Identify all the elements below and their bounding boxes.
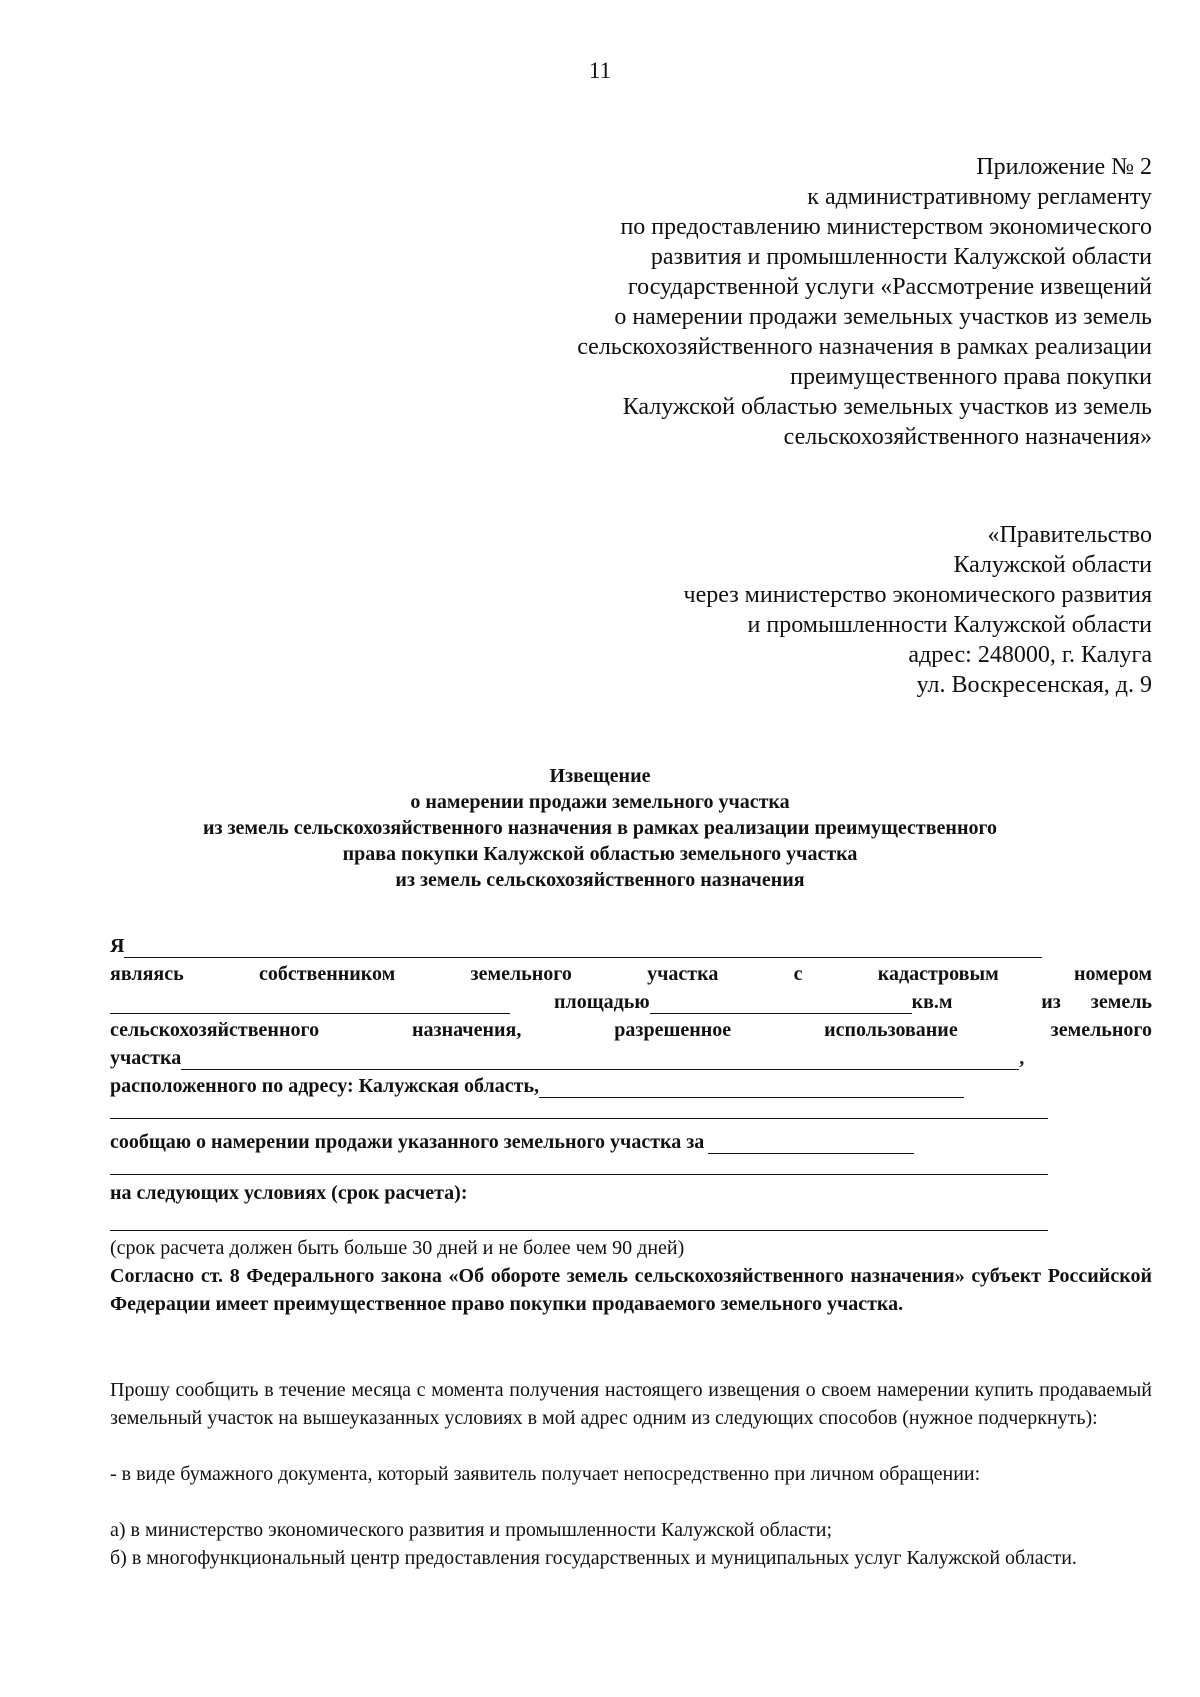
- sale-price-row: [110, 1126, 1152, 1154]
- applicant-name-row: [110, 930, 1152, 958]
- purpose-word: разрешенное: [614, 1019, 732, 1041]
- annex-line: Приложение № 2: [976, 154, 1152, 180]
- owner-row: [110, 958, 1152, 986]
- law-notice: Согласно ст. 8 Федерального закона «Об обороте земель сельскохозяйственного назначения» субъект Российской Федерации имеет преимущественное право покупки продаваемого земельного участка.: [110, 1265, 1152, 1315]
- term-note: (срок расчета должен быть больше 30 дней и не более чем 90 дней): [110, 1237, 685, 1259]
- addressee-line: и промышленности Калужской области: [747, 612, 1152, 638]
- addressee-line: «Правительство: [987, 522, 1152, 548]
- applicant-label: Я: [110, 935, 125, 957]
- option-mfc: б) в многофункциональный центр предоставления государственных и муниципальных услуг Калужской области.: [110, 1547, 1077, 1569]
- addressee-block: [392, 520, 1152, 700]
- addressee-line: ул. Воскресенская, д. 9: [916, 672, 1152, 698]
- addressee-line: через министерство экономического развития: [683, 582, 1152, 608]
- annex-header: [392, 152, 1152, 452]
- owner-word: земельного: [470, 963, 572, 985]
- owner-word: участка: [647, 963, 719, 985]
- owner-word: собственником: [258, 963, 396, 985]
- applicant-name-field[interactable]: [124, 937, 1042, 958]
- request-paragraph: Прошу сообщить в течение месяца с момента получения настоящего извещения о своем намерении купить продаваемый земельный участок на вышеуказанных условиях в мой адрес одним из следующих способов (нужное подчеркнуть):: [110, 1379, 1152, 1429]
- price-field[interactable]: [708, 1133, 914, 1154]
- owner-word: кадастровым: [877, 963, 999, 985]
- plot-label: участка: [110, 1047, 182, 1069]
- owner-word: номером: [1073, 963, 1152, 985]
- area-unit: кв.м: [911, 991, 953, 1013]
- annex-line: государственной услуги «Рассмотрение извещений: [627, 274, 1152, 300]
- area-field[interactable]: [650, 993, 912, 1014]
- option-paper-document: - в виде бумажного документа, который заявитель получает непосредственно при личном обращении:: [110, 1463, 981, 1485]
- annex-line: развития и промышленности Калужской области: [650, 244, 1152, 270]
- annex-line: сельскохозяйственного назначения»: [783, 424, 1152, 450]
- addressee-line: Калужской области: [953, 552, 1152, 578]
- annex-line: по предоставлению министерством экономического: [620, 214, 1152, 240]
- purpose-word: земельного: [1050, 1019, 1152, 1041]
- address-field-line-2[interactable]: [110, 1098, 1048, 1119]
- title-line: права покупки Калужской областью земельного участка: [342, 843, 858, 865]
- document-title: [0, 763, 1200, 893]
- purpose-word: использование: [824, 1019, 958, 1041]
- address-label: расположенного по адресу: Калужская область,: [110, 1075, 540, 1097]
- annex-line: о намерении продажи земельных участков из земель: [614, 304, 1152, 330]
- option-ministry: а) в министерство экономического развития и промышленности Калужской области;: [110, 1519, 833, 1541]
- address-field[interactable]: [539, 1077, 964, 1098]
- plot-use-row: [110, 1042, 1152, 1070]
- area-row: [110, 986, 1152, 1014]
- title-line: Извещение: [549, 765, 651, 787]
- annex-line: к административному регламенту: [807, 184, 1152, 210]
- area-label: площадью: [554, 991, 650, 1013]
- conditions-field-line[interactable]: [110, 1210, 1048, 1231]
- title-line: из земель сельскохозяйственного назначения в рамках реализации преимущественного: [202, 817, 998, 839]
- title-line: из земель сельскохозяйственного назначения: [395, 869, 805, 891]
- address-row: [110, 1070, 1152, 1098]
- from-word: земель: [1090, 991, 1152, 1013]
- annex-line: преимущественного права покупки: [790, 364, 1152, 390]
- permitted-use-field[interactable]: [181, 1049, 1019, 1070]
- title-line: о намерении продажи земельного участка: [410, 791, 790, 813]
- annex-line: Калужской областью земельных участков из земель: [622, 394, 1152, 420]
- owner-word: с: [793, 963, 803, 985]
- annex-line: сельскохозяйственного назначения в рамках реализации: [577, 334, 1152, 360]
- purpose-row: [110, 1014, 1152, 1042]
- plot-comma: ,: [1019, 1047, 1025, 1069]
- owner-word: являясь: [110, 963, 184, 985]
- price-field-line-2[interactable]: [110, 1154, 1048, 1175]
- sale-label: сообщаю о намерении продажи указанного земельного участка за: [110, 1131, 705, 1153]
- addressee-line: адрес: 248000, г. Калуга: [908, 642, 1152, 668]
- cadastral-number-field[interactable]: [110, 993, 510, 1014]
- purpose-word: назначения,: [412, 1019, 522, 1041]
- conditions-label: на следующих условиях (срок расчета):: [110, 1182, 468, 1204]
- purpose-word: сельскохозяйственного: [110, 1019, 320, 1041]
- page-number: 11: [588, 58, 612, 83]
- from-word: из: [1041, 991, 1061, 1013]
- conditions-row: [110, 1182, 1152, 1210]
